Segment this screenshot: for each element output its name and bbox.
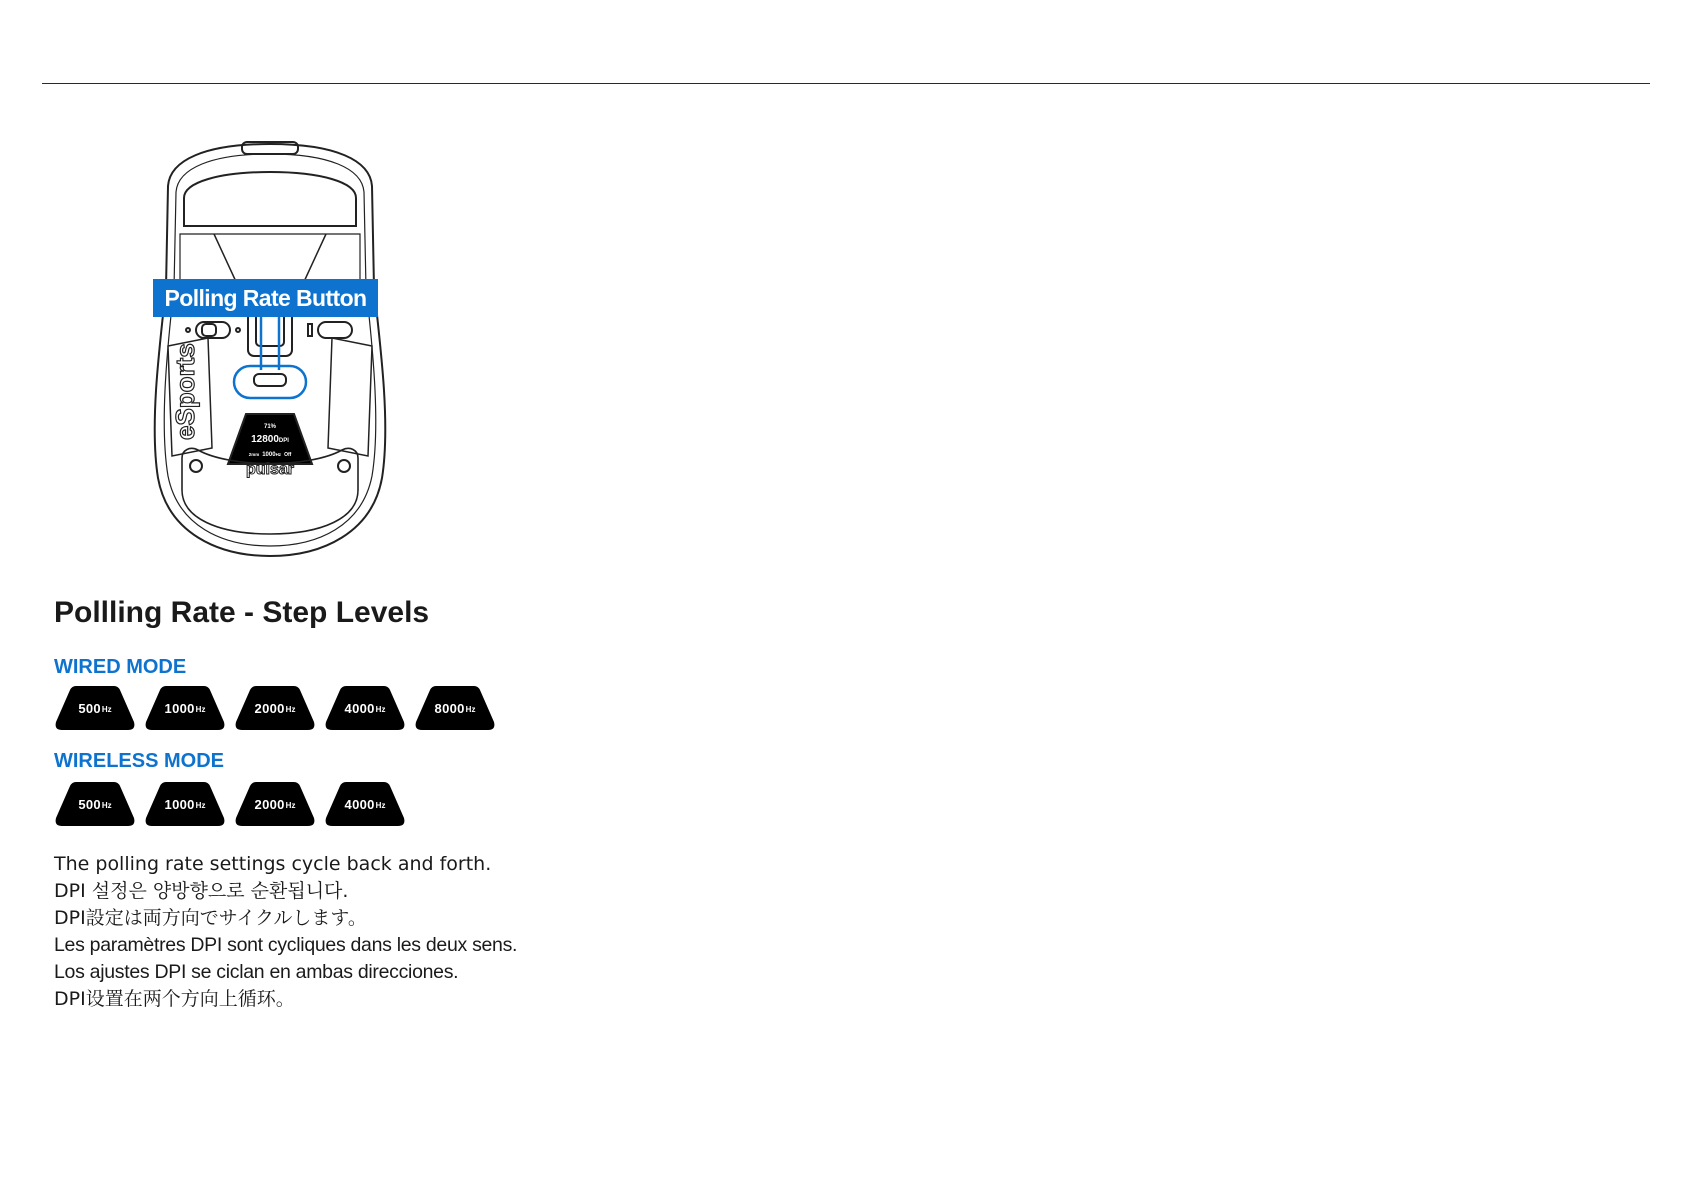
polling-level-chip — [324, 780, 406, 828]
mouse-underside-figure — [150, 138, 390, 558]
polling-level-chip — [324, 684, 406, 732]
screen-polling: 1000 — [262, 452, 276, 458]
wired-levels — [54, 684, 496, 732]
polling-level-chip — [144, 780, 226, 828]
polling-rate-button-callout: Polling Rate Button — [153, 279, 378, 317]
screen-dpi-value: 12800 — [251, 434, 279, 445]
description-line-english: The polling rate settings cycle back and forth. — [54, 853, 492, 875]
description-line-french: Les paramètres DPI sont cycliques dans les deux sens. — [54, 934, 518, 956]
polling-level-chip — [234, 684, 316, 732]
chip-value: 4000 — [344, 700, 375, 716]
polling-level-chip — [144, 684, 226, 732]
chip-value: 2000 — [254, 700, 285, 716]
polling-level-chip — [414, 684, 496, 732]
chip-unit: Hz — [285, 801, 296, 810]
screen-lod: 2mm — [248, 452, 260, 457]
chip-unit: Hz — [195, 801, 206, 810]
screen-mode: Off — [284, 452, 292, 458]
polling-level-chip — [54, 684, 136, 732]
chip-value: 2000 — [254, 796, 285, 812]
description-line-spanish: Los ajustes DPI se ciclan en ambas direcciones. — [54, 961, 459, 983]
section-title: Pollling Rate - Step Levels — [54, 596, 430, 629]
chip-value: 500 — [78, 796, 101, 812]
description-line-chinese: DPI设置在两个方向上循环。 — [54, 988, 295, 1010]
brand-logo-text: pulsar — [245, 461, 295, 478]
description-line-korean: DPI 설정은 양방향으로 순환됩니다. — [54, 880, 349, 902]
chip-unit: Hz — [375, 801, 386, 810]
top-rule — [42, 83, 1650, 84]
chip-unit: Hz — [195, 705, 206, 714]
chip-unit: Hz — [375, 705, 386, 714]
computer-mouse-underside-icon — [150, 138, 390, 558]
side-brand-text: eSports — [170, 343, 200, 440]
chip-value: 1000 — [164, 796, 195, 812]
chip-unit: Hz — [285, 705, 296, 714]
screen-dpi-unit: DPI — [278, 438, 289, 444]
screen-battery: 71% — [263, 424, 277, 430]
chip-unit: Hz — [101, 705, 112, 714]
polling-level-chip — [234, 780, 316, 828]
chip-value: 4000 — [344, 796, 375, 812]
chip-unit: Hz — [465, 705, 476, 714]
wireless-mode-label: WIRELESS MODE — [54, 750, 225, 772]
description-line-japanese: DPI設定は両方向でサイクルします。 — [54, 907, 367, 929]
chip-value: 8000 — [434, 700, 465, 716]
wireless-levels — [54, 780, 406, 828]
screen-polling-unit: Hz — [275, 452, 282, 457]
wired-mode-label: WIRED MODE — [54, 656, 187, 678]
polling-level-chip — [54, 780, 136, 828]
chip-unit: Hz — [101, 801, 112, 810]
chip-value: 500 — [78, 700, 101, 716]
chip-value: 1000 — [164, 700, 195, 716]
description-block — [54, 851, 614, 1013]
